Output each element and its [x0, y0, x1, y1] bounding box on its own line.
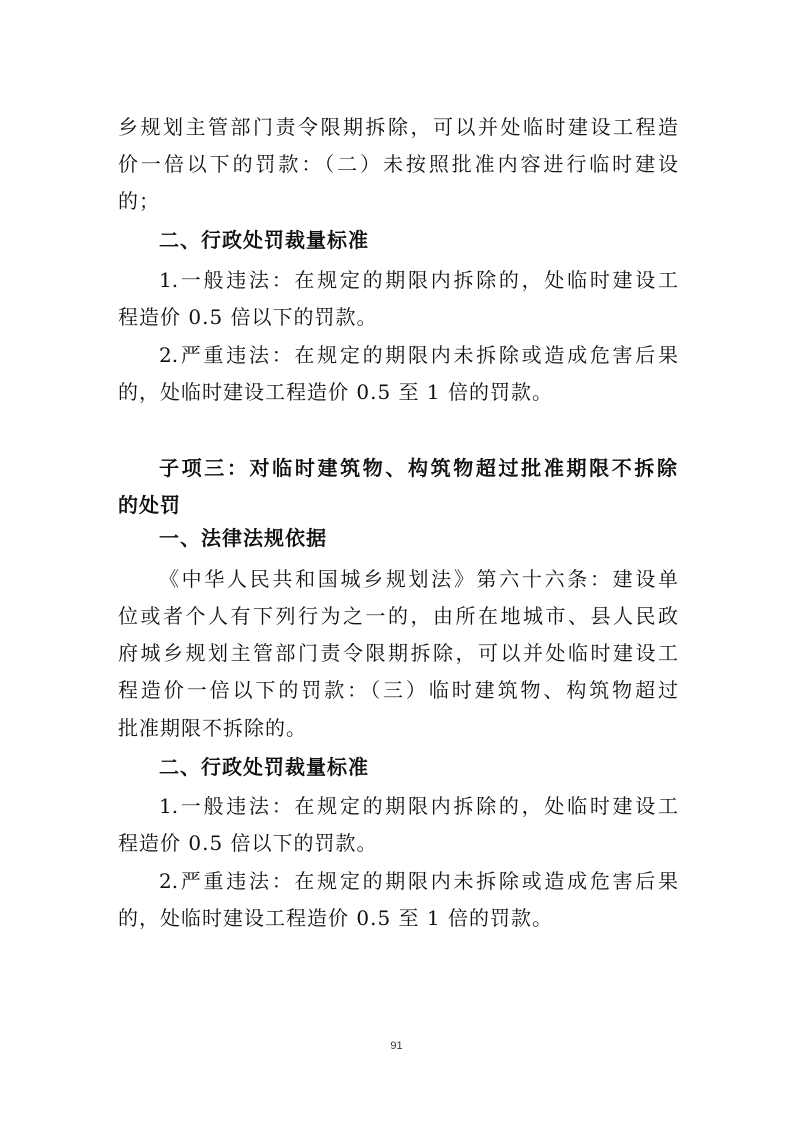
body-text-line: 《中华人民共和国城乡规划法》第六十六条：建设单: [159, 567, 678, 591]
body-text-line: 的；: [118, 189, 160, 213]
subitem-heading: 的处罚: [118, 493, 181, 517]
section-heading: 二、行政处罚裁量标准: [159, 228, 369, 252]
body-text-line: 程造价 0.5 倍以下的罚款。: [118, 305, 378, 329]
body-text-line: 2.严重违法：在规定的期限内未拆除或造成危害后果: [159, 869, 678, 893]
section-heading: 一、法律法规依据: [159, 526, 327, 550]
body-text-line: 2.严重违法：在规定的期限内未拆除或造成危害后果: [159, 343, 678, 367]
page-number: 91: [390, 1040, 403, 1052]
body-text-line: 1.一般违法：在规定的期限内拆除的，处临时建设工: [159, 268, 678, 292]
body-text-line: 的，处临时建设工程造价 0.5 至 1 倍的罚款。: [118, 906, 553, 930]
body-text-line: 价一倍以下的罚款：（二）未按照批准内容进行临时建设: [118, 152, 678, 176]
body-text-line: 位或者个人有下列行为之一的，由所在地城市、县人民政: [118, 604, 678, 628]
body-text-line: 1.一般违法：在规定的期限内拆除的，处临时建设工: [159, 794, 678, 818]
body-text-line: 批准期限不拆除的。: [118, 716, 307, 740]
section-heading: 二、行政处罚裁量标准: [159, 755, 369, 779]
body-text-line: 府城乡规划主管部门责令限期拆除，可以并处临时建设工: [118, 641, 678, 665]
body-text-line: 程造价一倍以下的罚款：（三）临时建筑物、构筑物超过: [118, 678, 678, 702]
body-text-line: 乡规划主管部门责令限期拆除，可以并处临时建设工程造: [118, 115, 678, 139]
body-text-line: 的，处临时建设工程造价 0.5 至 1 倍的罚款。: [118, 380, 553, 404]
body-text-line: 程造价 0.5 倍以下的罚款。: [118, 831, 378, 855]
subitem-heading: 子项三：对临时建筑物、构筑物超过批准期限不拆除: [159, 456, 678, 480]
